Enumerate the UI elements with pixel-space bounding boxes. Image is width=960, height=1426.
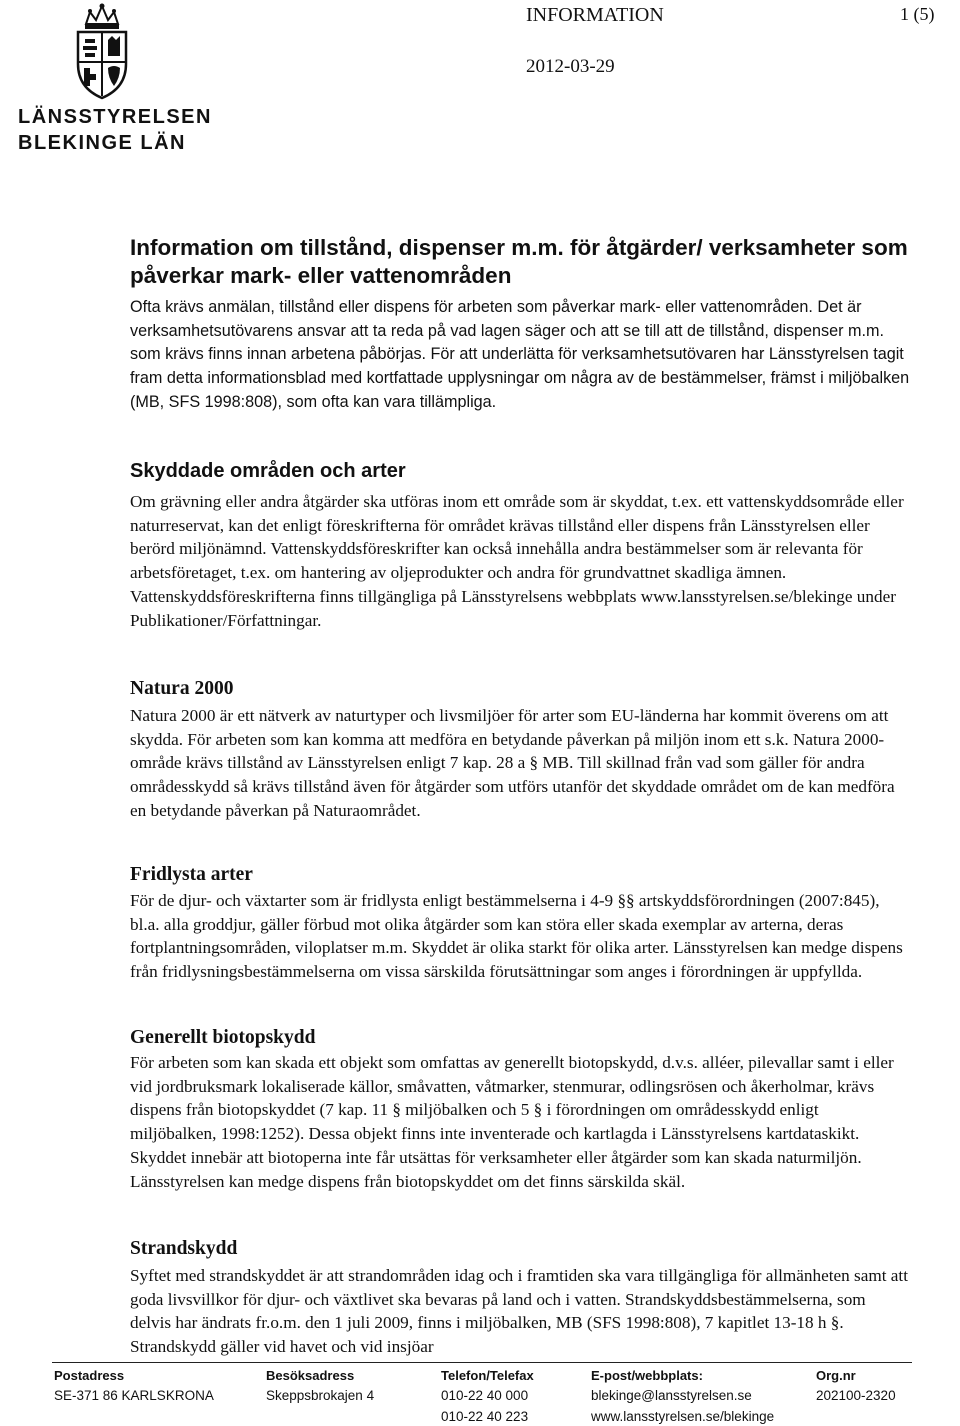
document-title: Information om tillstånd, dispenser m.m. för åtgärder/ verksamheter som påverkar mark- eller vattenområden — [130, 235, 908, 288]
footer-phone-label: Telefon/Telefax — [441, 1368, 534, 1383]
coat-of-arms-icon — [66, 2, 138, 102]
page-number: 1 (5) — [900, 4, 935, 24]
footer-phone-value: 010-22 40 000 — [441, 1388, 529, 1403]
agency-name-line2: BLEKINGE LÄN — [18, 132, 186, 154]
footer-postal-label: Postadress — [54, 1368, 125, 1383]
footer-email-label: E-post/webbplats: — [591, 1368, 703, 1383]
section-heading-fridlysta: Fridlysta arter — [130, 864, 253, 885]
intro-paragraph: Ofta krävs anmälan, tillstånd eller dispens för arbeten som påverkar mark- eller vattenområden. Det är verksamhetsutövarens ansvar att ta reda på vad lagen säger och att se till att de tillstånd, dispenser m.m. som krävs finns innan arbetena påbörjas. För att underlätta för verksamhetsutövaren har Länsstyrelsen tagit fram detta informationsblad med kortfattade upplysningar om några av de bestämmelser, främst i miljöbalken (MB, SFS 1998:808), som ofta kan vara tillämpliga. — [130, 298, 910, 411]
document-type: INFORMATION — [526, 4, 664, 26]
footer-visit-value: Skeppsbrokajen 4 — [266, 1388, 375, 1403]
footer-visit-label: Besöksadress — [266, 1368, 355, 1383]
section-heading-skyddade: Skyddade områden och arter — [130, 460, 406, 482]
section-heading-biotopskydd: Generellt biotopskydd — [130, 1027, 316, 1048]
footer-org-label: Org.nr — [816, 1368, 856, 1383]
agency-logo — [8, 2, 212, 154]
section-text-natura: Natura 2000 är ett nätverk av naturtyper och livsmiljöer för arter som EU-länderna har kommit överens om att skydda. För arbeten som kan komma att medföra en betydande påverkan på miljön inom ett s.k. Natura 2000-område krävs tillstånd av Länsstyrelsen enligt 7 kap. 28 a § MB. Till skillnad från vad som gäller för andra områdesskydd så krävs tillstånd även för åtgärder som utförs utanför det skyddade området om de kan medföra en betydande påverkan på Naturaområdet. — [130, 706, 895, 820]
footer-email-link[interactable]: blekinge@lansstyrelsen.se — [591, 1388, 752, 1403]
document-date: 2012-03-29 — [526, 56, 615, 77]
footer-postal-value: SE-371 86 KARLSKRONA — [54, 1388, 214, 1403]
section-text-biotopskydd: För arbeten som kan skada ett objekt som omfattas av generellt biotopskydd, d.v.s. alléer, pilevallar samt i eller vid jordbruksmark lokaliserade källor, småvatten, våtmarker, stenmurar, odlingsrösen och åkerholmar, krävs dispens från biotopskyddet (7 kap. 11 § miljöbalken och 5 § i förordningen om områdesskydd enligt miljöbalken, 1998:1252). Dessa objekt finns inte inventerade och kartlagda i Länsstyrelsens kartdataskikt. Skyddet innebär att biotoperna inte får utsättas för verksamheter eller åtgärder som kan skada naturmiljön. Länsstyrelsen kan medge dispens från biotopskyddet om det finns särskilda skäl. — [130, 1053, 894, 1191]
section-text-skyddade: Om grävning eller andra åtgärder ska utföras inom ett område som är skyddat, t.ex. ett vattenskyddsområde eller naturreservat, kan det enligt föreskrifterna för området krävas tillstånd eller dispens från Länsstyrelsen eller berörd miljönämnd. Vattenskyddsföreskrifter kan också innehålla andra bestämmelser som är relevanta för arbetsföretaget, t.ex. om hantering av oljeprodukter och andra för grundvattnet skadliga ämnen. Vattenskyddsföreskrifterna finns tillgängliga på Länsstyrelsens webbplats www.lansstyrelsen.se/blekinge under Publikationer/Författningar. — [130, 492, 904, 630]
footer-org-value: 202100-2320 — [816, 1388, 896, 1403]
section-heading-strandskydd: Strandskydd — [130, 1238, 238, 1259]
agency-name-line1: LÄNSSTYRELSEN — [18, 106, 212, 128]
footer-fax-value: 010-22 40 223 — [441, 1409, 529, 1424]
section-text-fridlysta: För de djur- och växtarter som är fridlysta enligt bestämmelserna i 4-9 §§ artskyddsförordningen (2007:845), bl.a. alla groddjur, gäller förbud mot olika åtgärder som kan störa eller skada exemplar av arterna, deras fortplantningsområden, viloplatser m.m. Skyddet är olika starkt för olika arter. Länsstyrelsen kan medge dispens från fridlysningsbestämmelserna om vissa särskilda förutsättningar som anges i förordningen är uppfyllda. — [130, 891, 903, 982]
footer-divider — [52, 1362, 912, 1363]
section-text-strandskydd: Syftet med strandskyddet är att strandområden idag och i framtiden ska vara tillgängliga för allmänheten samt att goda livsvillkor för djur- och växtlivet ska bevaras på land och i vatten. Strandskyddsbestämmelserna, som delvis har ändrats fr.o.m. den 1 juli 2009, finns i miljöbalken, MB (SFS 1998:808), 7 kapitlet 13-18 h §. Strandskydd gäller vid havet och vid insjöar — [130, 1266, 908, 1357]
footer-web-link[interactable]: www.lansstyrelsen.se/blekinge — [591, 1409, 775, 1424]
section-heading-natura: Natura 2000 — [130, 678, 234, 699]
